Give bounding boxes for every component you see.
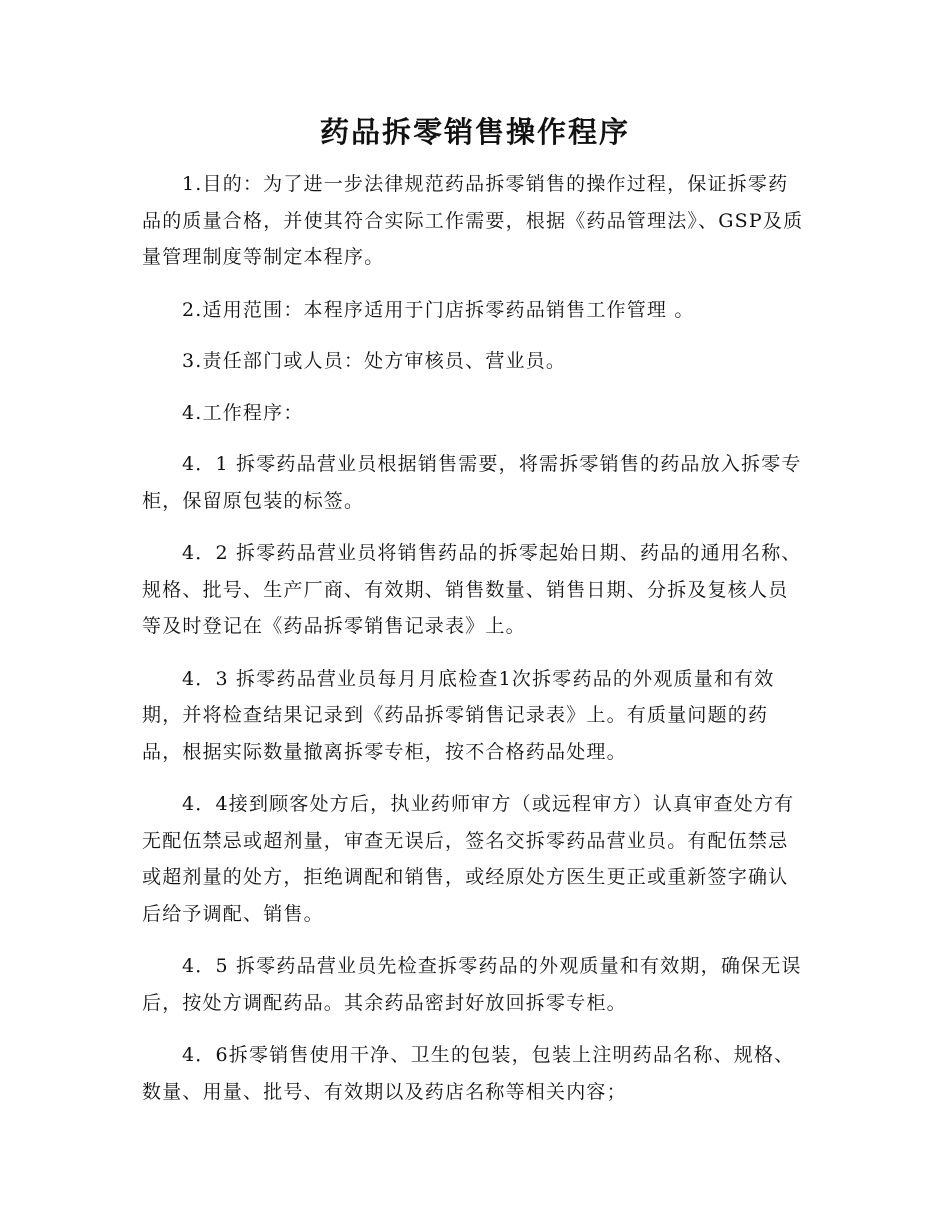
paragraph-step-4-4: 4．4接到顾客处方后，执业药师审方（或远程审方）认真审查处方有无配伍禁忌或超剂量，审查无误后，签名交拆零药品营业员。有配伍禁忌或超剂量的处方，拒绝调配和销售，或经原处方医生更正或重新签字确认后给予调配、销售。 [142, 793, 795, 925]
paragraph-purpose: 1.目的：为了进一步法律规范药品拆零销售的操作过程，保证拆零药品的质量合格，并使其符合实际工作需要，根据《药品管理法》、GSP及质量管理制度等制定本程序。 [142, 173, 804, 268]
paragraph-step-4-3: 4．3 拆零药品营业员每月月底检查1次拆零药品的外观质量和有效期，并将检查结果记录到《药品拆零销售记录表》上。有质量问题的药品，根据实际数量撤离拆零专柜，按不合格药品处理。 [142, 667, 775, 763]
document-body [142, 166, 806, 1126]
paragraph-scope: 2.适用范围：本程序适用于门店拆零药品销售工作管理 。 [182, 298, 695, 321]
document-title: 药品拆零销售操作程序 [319, 115, 630, 149]
paragraph-step-4-2: 4．2 拆零药品营业员将销售药品的拆零起始日期、药品的通用名称、规格、批号、生产厂商、有效期、销售数量、销售日期、分拆及复核人员等及时登记在《药品拆零销售记录表》上。 [142, 542, 802, 637]
paragraph-step-4-1: 4．1 拆零药品营业员根据销售需要，将需拆零销售的药品放入拆零专柜，保留原包装的标签。 [142, 453, 802, 512]
paragraph-procedure-heading: 4.工作程序： [182, 401, 304, 424]
paragraph-step-4-6: 4．6拆零销售使用干净、卫生的包装，包装上注明药品名称、规格、数量、用量、批号、有效期以及药店名称等相关内容； [142, 1044, 795, 1103]
paragraph-step-4-5: 4．5 拆零药品营业员先检查拆零药品的外观质量和有效期，确保无误后，按处方调配药品。其余药品密封好放回拆零专柜。 [142, 955, 802, 1014]
paragraph-responsibility: 3.责任部门或人员：处方审核员、营业员。 [182, 350, 567, 372]
